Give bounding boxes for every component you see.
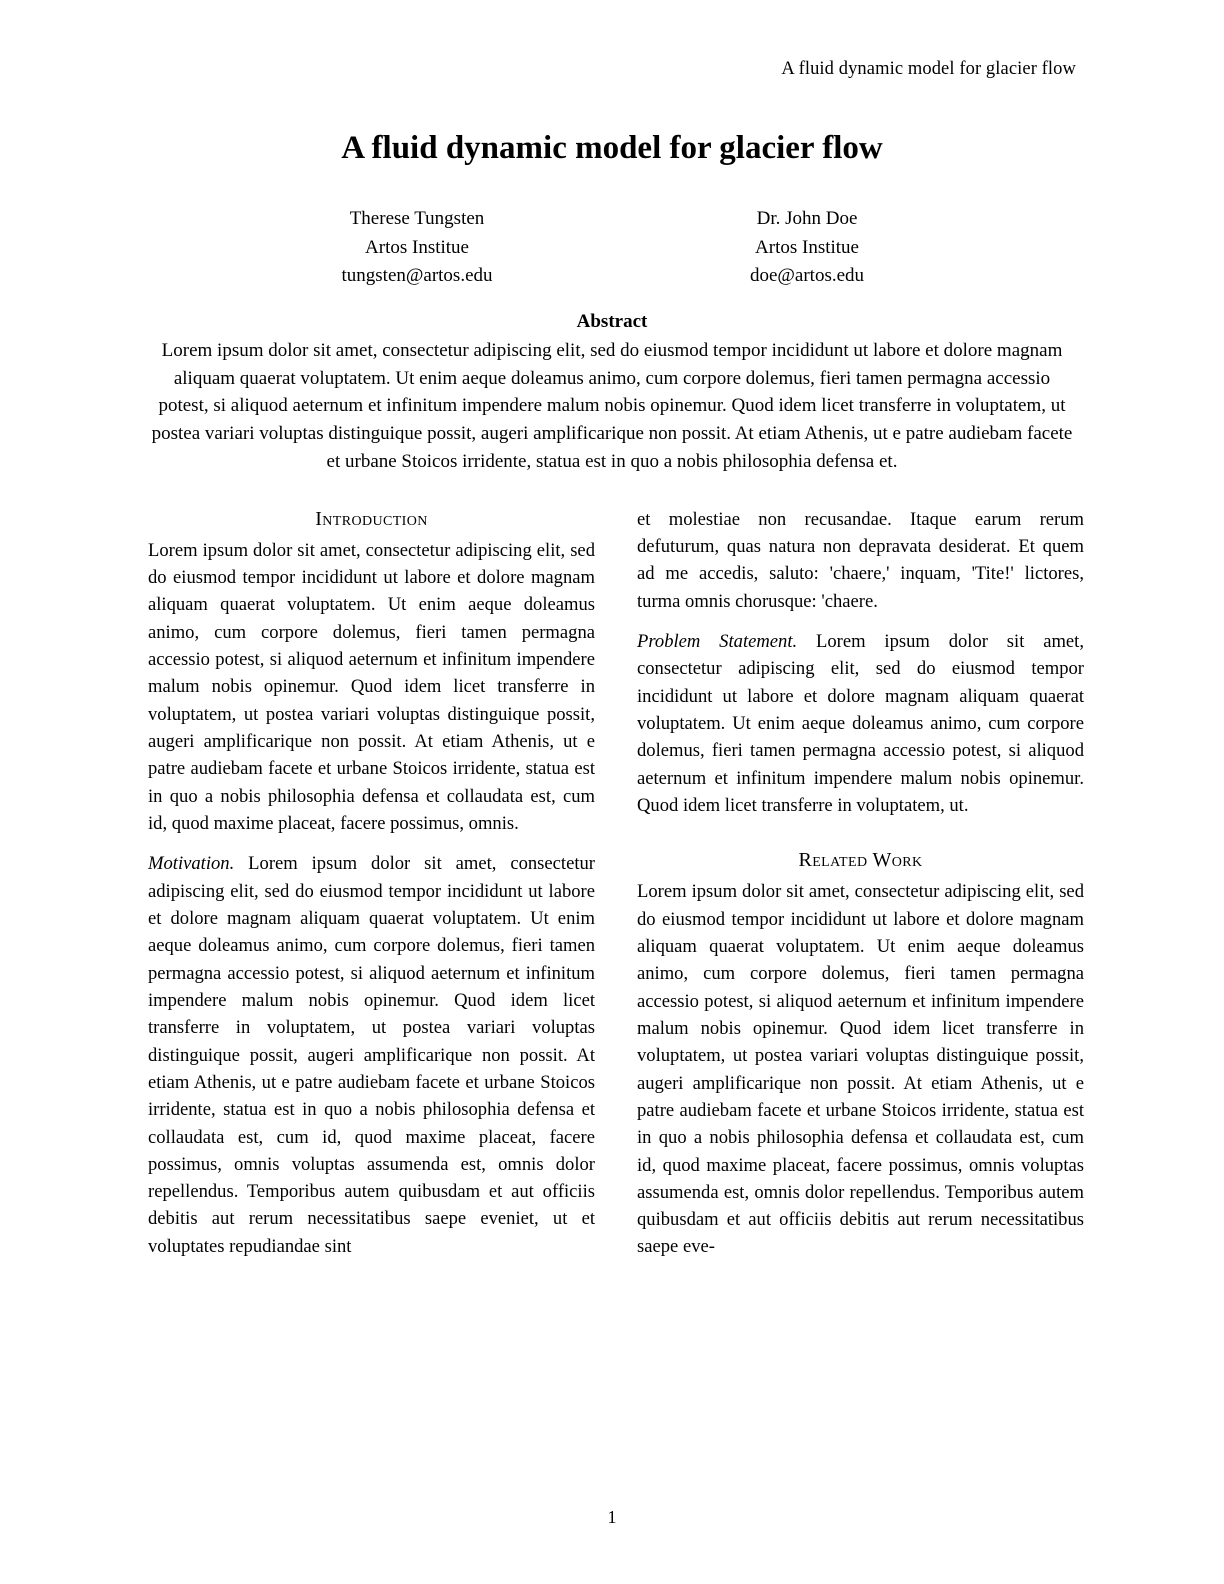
author-block	[148, 205, 1076, 291]
author-2-email: doe@artos.edu	[749, 265, 865, 287]
column-right	[637, 506, 1084, 1274]
author-1-name: Therese Tungsten	[349, 208, 485, 230]
column-left	[148, 506, 595, 1274]
problem-statement-text: Lorem ipsum dolor sit amet, consectetur adipiscing elit, sed do eiusmod tempor incididunt ut labore et dolore magnam aliquam quaerat voluptatem. Ut enim aeque doleamus animo, cum corpore dolemus, fieri tamen permagna accessio potest, si aliquod aeternum et infinitum impendere malum nobis opinemur. Quod idem licet transferre in voluptatem, ut.	[637, 630, 1084, 816]
author-2	[687, 205, 927, 291]
intro-motivation-paragraph	[148, 850, 595, 1260]
author-1-email: tungsten@artos.edu	[341, 265, 493, 287]
intro-problem-statement-paragraph	[637, 628, 1084, 819]
author-1	[297, 205, 537, 291]
intro-paragraph-1: Lorem ipsum dolor sit amet, consectetur adipiscing elit, sed do eiusmod tempor incididunt ut labore et dolore magnam aliquam quaerat voluptatem. Ut enim aeque doleamus animo, cum corpore dolemus, fieri tamen permagna accessio potest, si aliquod aeternum et infinitum impendere malum nobis opinemur. Quod idem licet transferre in voluptatem, ut postea variari voluptas distinguique possit, augeri amplificarique non possit. At etiam Athenis, ut e patre audiebam facete et urbane Stoicos irridente, statua est in quo a nobis philosophia defensa et collaudata est, cum id, quod maxime placeat, facere possimus, omnis.	[148, 539, 595, 834]
author-1-affiliation: Artos Institue	[365, 236, 469, 258]
running-head: A fluid dynamic model for glacier flow	[781, 59, 1076, 79]
author-2-affiliation: Artos Institue	[755, 236, 859, 258]
intro-continuation-paragraph: et molestiae non recusandae. Itaque earum rerum defuturum, quas natura non depravata desiderat. Et quem ad me accedis, saluto: 'chaere,' inquam, 'Tite!' lictores, turma omnis chorusque: 'chaere.	[637, 508, 1084, 612]
related-work-paragraph-1: Lorem ipsum dolor sit amet, consectetur adipiscing elit, sed do eiusmod tempor incididunt ut labore et dolore magnam aliquam quaerat voluptatem. Ut enim aeque doleamus animo, cum corpore dolemus, fieri tamen permagna accessio potest, si aliquod aeternum et infinitum impendere malum nobis opinemur. Quod idem licet transferre in voluptatem, ut postea variari voluptas distinguique possit, augeri amplificarique non possit. At etiam Athenis, ut e patre audiebam facete et urbane Stoicos irridente, statua est in quo a nobis philosophia defensa et collaudata est, cum id, quod maxime placeat, facere possimus, omnis voluptas assumenda est, omnis dolor repellendus. Temporibus autem quibusdam et aut officiis debitis aut rerum necessitatibus saepe eve-	[637, 881, 1084, 1258]
motivation-runin-label: Motivation.	[148, 853, 235, 875]
problem-statement-runin-label: Problem Statement.	[637, 630, 798, 652]
author-2-name: Dr. John Doe	[756, 208, 858, 230]
abstract-heading: Abstract	[576, 310, 648, 332]
page-number: 1	[607, 1507, 617, 1527]
section-heading-related-work: Related Work	[798, 849, 923, 872]
motivation-text: Lorem ipsum dolor sit amet, consectetur adipiscing elit, sed do eiusmod tempor incididunt ut labore et dolore magnam aliquam quaerat voluptatem. Ut enim aeque doleamus animo, cum corpore dolemus, fieri tamen permagna accessio potest, si aliquod aeternum et infinitum impendere malum nobis opinemur. Quod idem licet transferre in voluptatem, ut postea variari voluptas distinguique possit, augeri amplificarique non possit. At etiam Athenis, ut e patre audiebam facete et urbane Stoicos irridente, statua est in quo a nobis philosophia defensa et collaudata est, cum id, quod maxime placeat, facere possimus, omnis voluptas assumenda est, omnis dolor repellendus. Temporibus autem quibusdam et aut officiis debitis aut rerum necessitatibus saepe eveniet, ut et voluptates repudiandae sint	[148, 853, 595, 1257]
abstract-text: Lorem ipsum dolor sit amet, consectetur adipiscing elit, sed do eiusmod tempor incididunt ut labore et dolore magnam aliquam quaerat voluptatem. Ut enim aeque doleamus animo, cum corpore dolemus, fieri tamen permagna accessio potest, si aliquod aeternum et infinitum impendere malum nobis opinemur. Quod idem licet transferre in voluptatem, ut postea variari voluptas distinguique possit, augeri amplificarique non possit. At etiam Athenis, ut e patre audiebam facete et urbane Stoicos irridente, statua est in quo a nobis philosophia defensa et.	[151, 339, 1073, 472]
page-title: A fluid dynamic model for glacier flow	[341, 130, 883, 167]
two-column-body	[148, 506, 1084, 1274]
section-heading-introduction: Introduction	[315, 507, 428, 530]
